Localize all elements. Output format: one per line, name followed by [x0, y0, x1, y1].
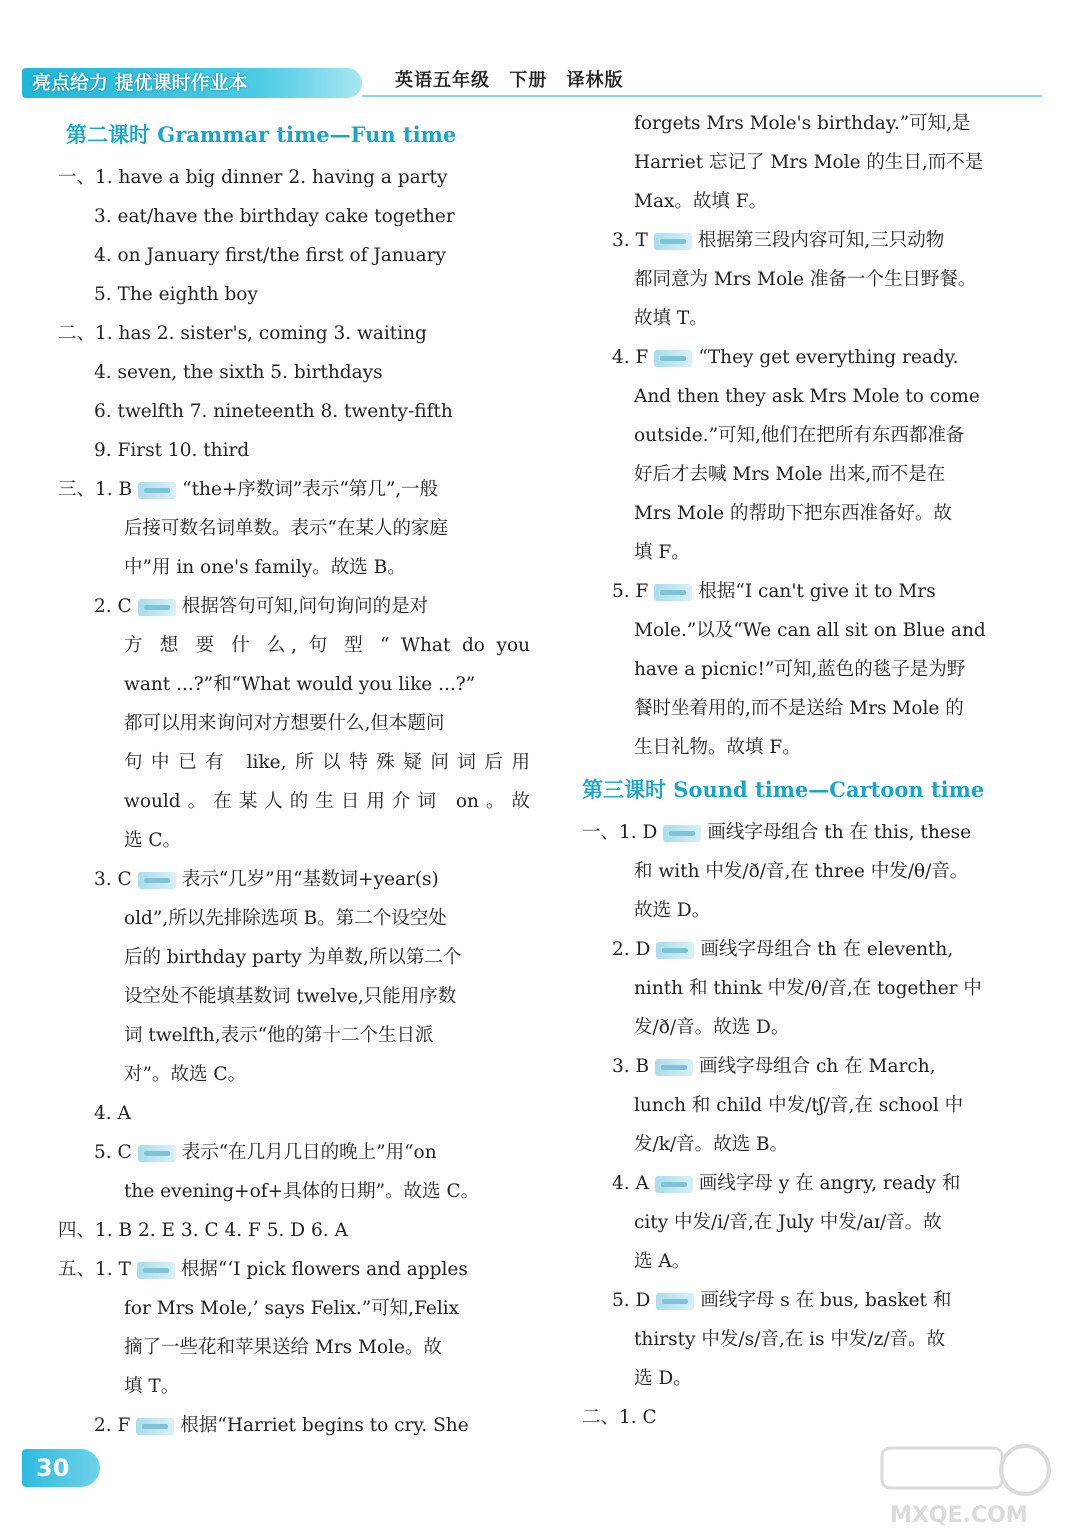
answer-line: outside.”可知,他们在把所有东西都准备 [634, 425, 965, 446]
answer-line: 句中已有 like,所以特殊疑问词后用 [124, 752, 530, 773]
answer-line: 4. A [94, 1103, 131, 1124]
answer-with-explanation [58, 860, 530, 899]
section-heading: 第二课时 Grammar time—Fun time [66, 122, 457, 147]
answer-line: the evening+of+具体的日期”。故选 C。 [124, 1181, 480, 1202]
answer-line: ninth 和 think 中发/θ/音,在 together 中 [634, 978, 982, 999]
explanation-badge-icon [137, 1262, 175, 1279]
explanation-badge-icon [654, 584, 692, 601]
answer-with-explanation [582, 572, 1034, 611]
explanation-text: 画线字母组合 th 在 this, these [707, 822, 972, 843]
answer-line: 填 T。 [124, 1376, 180, 1397]
answer-number: 4. A [612, 1173, 649, 1194]
answer-with-explanation [58, 1133, 530, 1172]
answer-number: 2. D [612, 939, 651, 960]
book-title: 英语五年级 下册 译林版 [395, 70, 624, 91]
answer-line: 生日礼物。故填 F。 [634, 737, 801, 758]
answer-line: 设空处不能填基数词 twelve,只能用序数 [124, 986, 457, 1007]
answer-line: 都同意为 Mrs Mole 准备一个生日野餐。 [634, 269, 977, 290]
answer-line: 中”用 in one's family。故选 B。 [124, 557, 406, 578]
explanation-badge-icon [663, 825, 701, 842]
answer-line: 故填 T。 [634, 308, 708, 329]
section-heading: 第三课时 Sound time—Cartoon time [582, 777, 985, 802]
answer-line: city 中发/i/音,在 July 中发/aɪ/音。故 [634, 1212, 942, 1233]
answer-line: forgets Mrs Mole's birthday.”可知,是 [634, 113, 971, 134]
answer-with-explanation [582, 930, 1034, 969]
answer-line: for Mrs Mole,’ says Felix.”可知,Felix [124, 1298, 460, 1319]
answer-line: 6. twelfth 7. nineteenth 8. twenty-fifth [94, 401, 453, 422]
explanation-text: 表示“在几月几日的晚上”用“on [181, 1142, 437, 1163]
explanation-text: “They get everything ready. [698, 347, 959, 368]
answer-line: 选 C。 [124, 830, 182, 851]
page-header [0, 60, 1040, 100]
explanation-badge-icon [138, 599, 176, 616]
answer-line: 和 with 中发/ð/音,在 three 中发/θ/音。 [634, 861, 969, 882]
answer-number: 3. T [612, 230, 648, 251]
answer-number: 3. B [612, 1056, 650, 1077]
answer-line: Harriet 忘记了 Mrs Mole 的生日,而不是 [634, 152, 984, 173]
svg-text:MXQE.COM: MXQE.COM [890, 1503, 1028, 1528]
answer-line: 都可以用来询问对方想要什么,但本题问 [124, 713, 445, 734]
answer-number: 三、1. B [58, 479, 133, 500]
answer-line: 后的 birthday party 为单数,所以第二个 [124, 947, 462, 968]
explanation-text: 表示“几岁”用“基数词+year(s) [181, 869, 439, 890]
answer-line: 对”。故选 C。 [124, 1064, 246, 1085]
explanation-text: 画线字母 y 在 angry, ready 和 [698, 1173, 961, 1194]
answer-with-explanation [582, 338, 1034, 377]
explanation-badge-icon [656, 1293, 694, 1310]
answer-number: 5. C [94, 1142, 132, 1163]
explanation-badge-icon [655, 1176, 693, 1193]
answer-with-explanation [58, 1406, 530, 1445]
answer-with-explanation [582, 1047, 1034, 1086]
answer-line: 词 twelfth,表示“他的第十二个生日派 [124, 1025, 434, 1046]
answer-with-explanation [582, 221, 1034, 260]
answer-line: have a picnic!”可知,蓝色的毯子是为野 [634, 659, 966, 680]
answer-line: 4. seven, the sixth 5. birthdays [94, 362, 383, 383]
right-column [582, 104, 1034, 1437]
answer-number: 五、1. T [58, 1259, 131, 1280]
answer-line: 选 A。 [634, 1251, 691, 1272]
answer-number: 5. F [612, 581, 649, 602]
explanation-text: “the+序数词”表示“第几”,一般 [182, 479, 439, 500]
page-number: 30 [22, 1449, 100, 1487]
answer-with-explanation [582, 813, 1034, 852]
answer-line: Mole.”以及“We can all sit on Blue and [634, 620, 986, 641]
explanation-text: 画线字母组合 th 在 eleventh, [700, 939, 954, 960]
explanation-text: 画线字母 s 在 bus, basket 和 [700, 1290, 952, 1311]
answer-line: 餐时坐着用的,而不是送给 Mrs Mole 的 [634, 698, 964, 719]
answer-line: 发/k/音。故选 B。 [634, 1134, 789, 1155]
answer-number: 4. F [612, 347, 649, 368]
answer-line: 好后才去喊 Mrs Mole 出来,而不是在 [634, 464, 946, 485]
answer-number: 3. C [94, 869, 132, 890]
answer-line: Mrs Mole 的帮助下把东西准备好。故 [634, 503, 952, 524]
answer-line: And then they ask Mrs Mole to come [634, 386, 980, 407]
answer-line: Max。故填 F。 [634, 191, 768, 212]
explanation-badge-icon [654, 233, 692, 250]
answer-line: 3. eat/have the birthday cake together [94, 206, 455, 227]
explanation-badge-icon [654, 350, 692, 367]
answer-line: old”,所以先排除选项 B。第二个设空处 [124, 908, 447, 929]
answer-line: 四、1. B 2. E 3. C 4. F 5. D 6. A [58, 1220, 348, 1241]
answer-line: 故选 D。 [634, 900, 711, 921]
explanation-text: 根据“Harriet begins to cry. She [180, 1415, 469, 1436]
answer-line: 后接可数名词单数。表示“在某人的家庭 [124, 518, 448, 539]
answer-line: 5. The eighth boy [94, 284, 258, 305]
answer-line: thirsty 中发/s/音,在 is 中发/z/音。故 [634, 1329, 946, 1350]
answer-line: lunch 和 child 中发/tʃ/音,在 school 中 [634, 1095, 964, 1116]
answer-line: 9. First 10. third [94, 440, 250, 461]
answer-number: 2. F [94, 1415, 131, 1436]
answer-with-explanation [582, 1281, 1034, 1320]
header-rule [362, 95, 1042, 97]
explanation-badge-icon [138, 482, 176, 499]
explanation-badge-icon [138, 1145, 176, 1162]
answer-number: 2. C [94, 596, 132, 617]
answer-with-explanation [58, 470, 530, 509]
answer-line: want ...?”和“What would you like ...?” [124, 674, 476, 695]
answer-line: 填 F。 [634, 542, 690, 563]
answer-line: 摘了一些花和苹果送给 Mrs Mole。故 [124, 1337, 442, 1358]
answer-number: 5. D [612, 1290, 651, 1311]
answer-line: 4. on January first/the first of January [94, 245, 446, 266]
answer-line: 二、1. C [582, 1407, 657, 1428]
answer-line: 方 想 要 什 么, 句 型 “ What do you [124, 635, 530, 656]
explanation-badge-icon [655, 1059, 693, 1076]
answer-with-explanation [582, 1164, 1034, 1203]
explanation-text: 根据答句可知,问句询问的是对 [181, 596, 429, 617]
left-column [58, 112, 530, 1445]
answer-line: 二、1. has 2. sister's, coming 3. waiting [58, 323, 427, 344]
explanation-badge-icon [138, 872, 176, 889]
watermark-logo [880, 1440, 1055, 1530]
explanation-badge-icon [136, 1418, 174, 1435]
explanation-text: 根据第三段内容可知,三只动物 [697, 230, 945, 251]
brand-banner: 亮点给力 提优课时作业本 [22, 68, 362, 98]
answer-with-explanation [58, 587, 530, 626]
answer-with-explanation [58, 1250, 530, 1289]
answer-line: 选 D。 [634, 1368, 692, 1389]
explanation-text: 根据“I can't give it to Mrs [698, 581, 936, 602]
explanation-text: 画线字母组合 ch 在 March, [699, 1056, 936, 1077]
explanation-text: 根据“‘I pick flowers and apples [180, 1259, 468, 1280]
explanation-badge-icon [656, 942, 694, 959]
answer-number: 一、1. D [582, 822, 658, 843]
answer-line: 一、1. have a big dinner 2. having a party [58, 167, 448, 188]
answer-line: 发/ð/音。故选 D。 [634, 1017, 790, 1038]
answer-line: would。在某人的生日用介词 on。故 [124, 791, 530, 812]
